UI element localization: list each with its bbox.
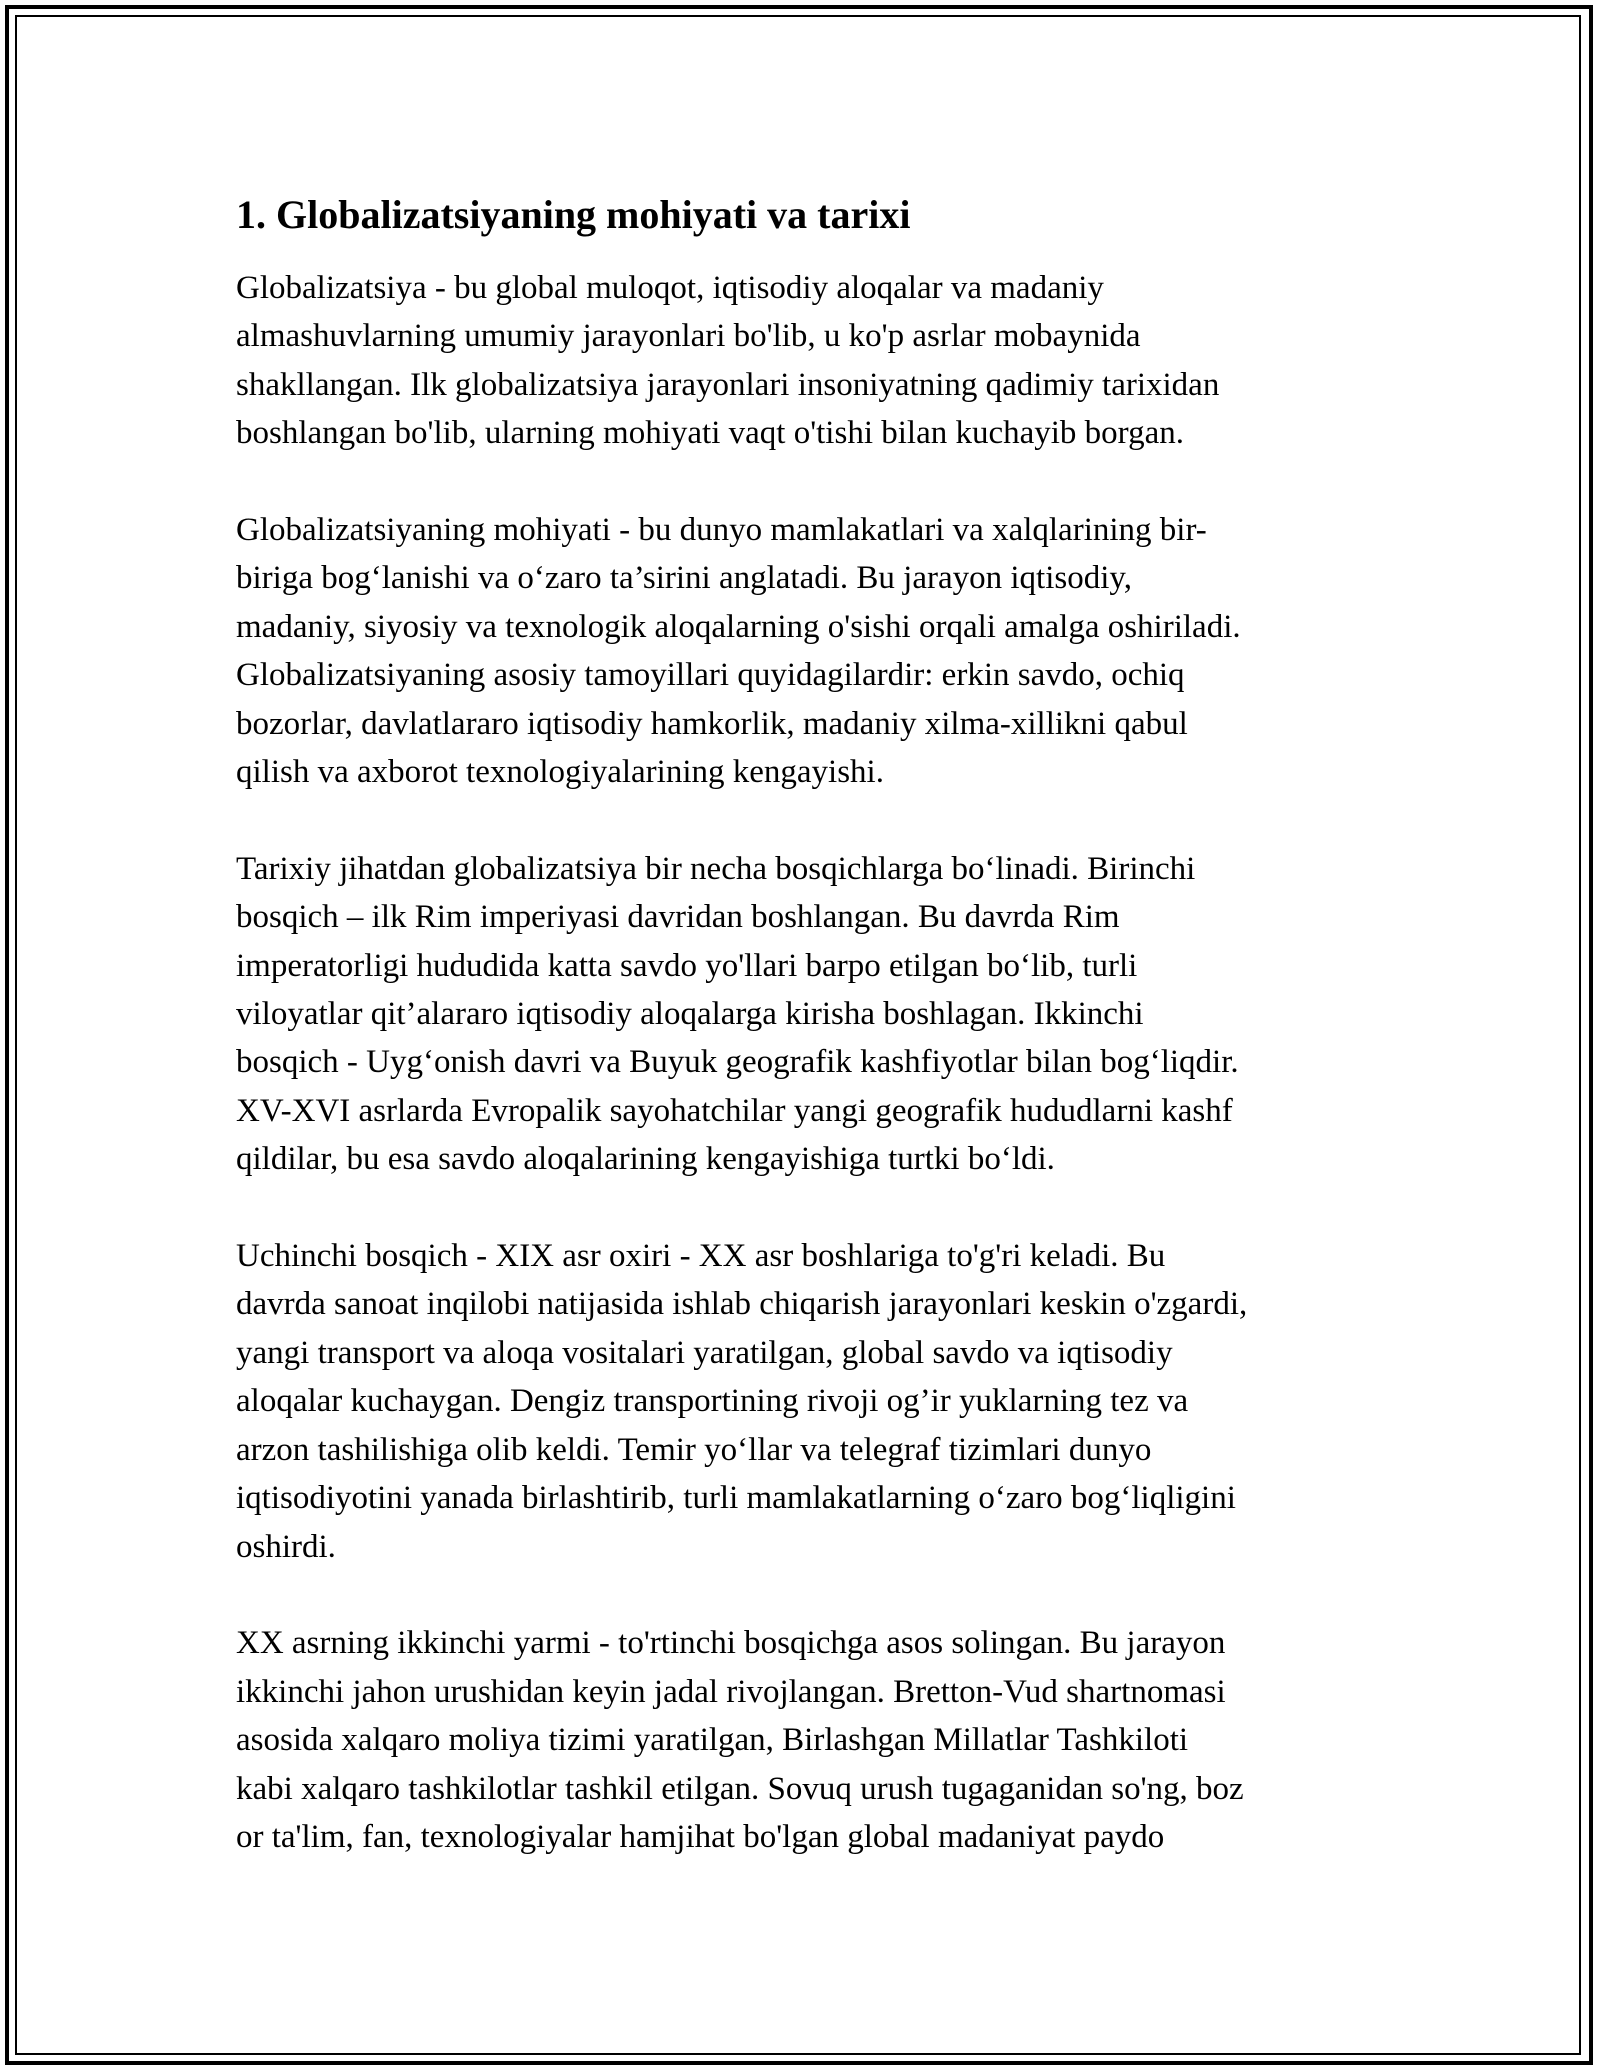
section-heading: 1. Globalizatsiyaning mohiyati va tarixi xyxy=(236,192,911,237)
document-body xyxy=(236,186,1366,1910)
text-line: imperatorligi hududida katta savdo yo'llari barpo etilgan bo‘lib, turli xyxy=(236,947,1138,984)
text-line: biriga bog‘lanishi va o‘zaro ta’sirini anglatadi. Bu jarayon iqtisodiy, xyxy=(236,560,1132,597)
paragraph-4 xyxy=(236,1232,1366,1571)
text-line: iqtisodiyotini yanada birlashtirib, turli mamlakatlarning o‘zaro bog‘liqligini xyxy=(236,1480,1236,1517)
text-line: arzon tashilishiga olib keldi. Temir yo‘llar va telegraf tizimlari dunyo xyxy=(236,1431,1152,1468)
text-line: madaniy, siyosiy va texnologik aloqalarning o'sishi orqali amalga oshiriladi. xyxy=(236,608,1241,645)
text-line: XX asrning ikkinchi yarmi - to'rtinchi bosqichga asos solingan. Bu jarayon xyxy=(236,1625,1226,1662)
text-line: boshlangan bo'lib, ularning mohiyati vaqt o'tishi bilan kuchayib borgan. xyxy=(236,415,1184,452)
paragraph-1 xyxy=(236,264,1366,458)
paragraph-5 xyxy=(236,1619,1366,1861)
paragraph-3 xyxy=(236,845,1366,1184)
text-line: bosqich - Uyg‘onish davri va Buyuk geografik kashfiyotlar bilan bog‘liqdir. xyxy=(236,1044,1239,1081)
text-line: bozorlar, davlatlararo iqtisodiy hamkorlik, madaniy xilma-xillikni qabul xyxy=(236,705,1188,742)
text-line: Globalizatsiyaning asosiy tamoyillari quyidagilardir: erkin savdo, ochiq xyxy=(236,657,1185,694)
text-line: asosida xalqaro moliya tizimi yaratilgan, Birlashgan Millatlar Tashkiloti xyxy=(236,1722,1189,1759)
text-line: ikkinchi jahon urushidan keyin jadal rivojlangan. Bretton-Vud shartnomasi xyxy=(236,1673,1226,1710)
text-line: oshirdi. xyxy=(236,1528,336,1565)
text-line: Tarixiy jihatdan globalizatsiya bir necha bosqichlarga bo‘linadi. Birinchi xyxy=(236,850,1196,887)
text-line: viloyatlar qit’alararo iqtisodiy aloqalarga kirisha boshlagan. Ikkinchi xyxy=(236,996,1144,1033)
text-line: almashuvlarning umumiy jarayonlari bo'lib, u ko'p asrlar mobaynida xyxy=(236,318,1141,355)
text-line: or ta'lim, fan, texnologiyalar hamjihat bo'lgan global madaniyat paydo xyxy=(236,1818,1165,1855)
text-line: qilish va axborot texnologiyalarining kengayishi. xyxy=(236,754,884,791)
text-line: kabi xalqaro tashkilotlar tashkil etilgan. Sovuq urush tugaganidan so'ng, boz xyxy=(236,1770,1244,1807)
text-line: Uchinchi bosqich - XIX asr oxiri - XX asr boshlariga to'g'ri keladi. Bu xyxy=(236,1238,1166,1275)
text-line: qildilar, bu esa savdo aloqalarining kengayishiga turtki bo‘ldi. xyxy=(236,1141,1055,1178)
text-line: bosqich – ilk Rim imperiyasi davridan boshlangan. Bu davrda Rim xyxy=(236,899,1120,936)
text-line: Globalizatsiyaning mohiyati - bu dunyo mamlakatlari va xalqlarining bir- xyxy=(236,512,1207,549)
text-line: davrda sanoat inqilobi natijasida ishlab chiqarish jarayonlari keskin o'zgardi, xyxy=(236,1286,1248,1323)
text-line: shakllangan. Ilk globalizatsiya jarayonlari insoniyatning qadimiy tarixidan xyxy=(236,366,1220,403)
text-line: yangi transport va aloqa vositalari yaratilgan, global savdo va iqtisodiy xyxy=(236,1334,1173,1371)
text-line: Globalizatsiya - bu global muloqot, iqtisodiy aloqalar va madaniy xyxy=(236,270,1104,306)
text-line: XV-XVI asrlarda Evropalik sayohatchilar yangi geografik hududlarni kashf xyxy=(236,1092,1233,1129)
paragraph-2 xyxy=(236,506,1366,796)
text-line: aloqalar kuchaygan. Dengiz transportining rivoji og’ir yuklarning tez va xyxy=(236,1383,1189,1420)
